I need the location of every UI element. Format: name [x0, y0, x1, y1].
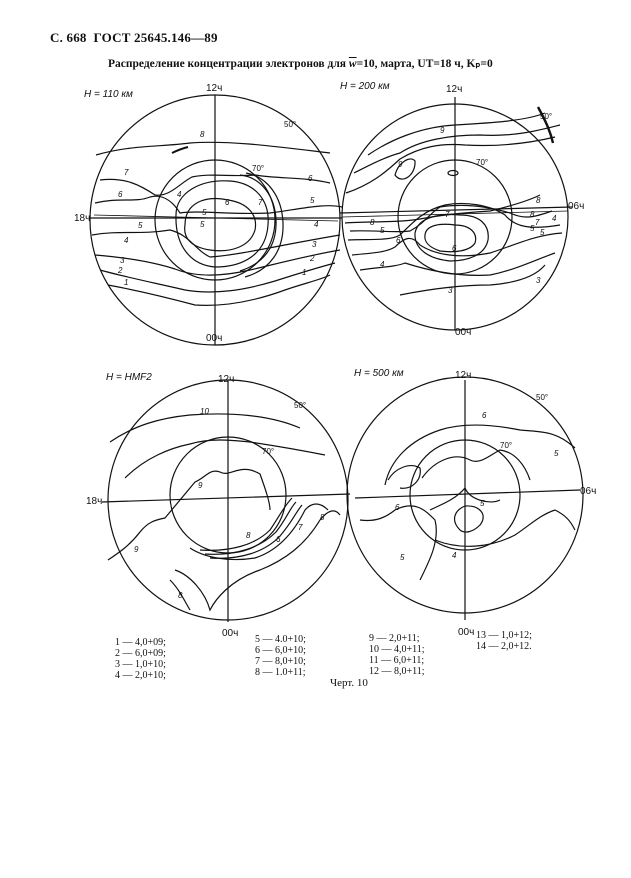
contour-label: 6: [396, 236, 401, 245]
contour-label: 5: [400, 553, 405, 562]
legend-column-2: [255, 634, 306, 678]
legend-item: 12 — 8,0+11;: [369, 666, 425, 677]
contour-label: 8: [370, 218, 375, 227]
contour-label: 9: [134, 545, 139, 554]
contour-label: 5: [200, 220, 205, 229]
contour-label: 5: [138, 221, 143, 230]
contour-label: 7: [535, 218, 540, 227]
latitude-50: 50°: [294, 401, 307, 410]
legend-column-4: [476, 630, 532, 652]
latitude-70: 70°: [500, 441, 513, 450]
contour-label: 3: [120, 256, 125, 265]
legend-item: 4 — 2,0+10;: [115, 670, 166, 681]
legend-item: 10 — 4,0+11;: [369, 644, 425, 655]
latitude-70: 70°: [262, 447, 275, 456]
label-dawn: 06ч: [580, 486, 597, 497]
title-prefix: Распределение концентрации электронов для: [108, 58, 349, 70]
latitude-50: 50°: [540, 112, 553, 121]
legend-column-1: [115, 637, 166, 681]
polar-map-110km: [74, 83, 350, 355]
contour-label: 4: [314, 220, 319, 229]
figure-caption: Черт. 10: [330, 677, 368, 689]
contour-label: 8: [536, 196, 541, 205]
contour-label: 4: [552, 214, 557, 223]
legend-item: 2 — 6,0+09;: [115, 648, 166, 659]
label-midnight: 00ч: [222, 628, 239, 639]
contour-label: 8: [246, 531, 251, 540]
legend-item: 1 — 4,0+09;: [115, 637, 166, 648]
legend-item: 13 — 1,0+12;: [476, 630, 532, 641]
height-label: H = 110 км: [84, 89, 133, 100]
label-dusk: 18ч: [86, 496, 103, 507]
contour-label: 5: [540, 228, 545, 237]
contour-label: 2: [118, 266, 123, 275]
legend-item: 6 — 6,0+10;: [255, 645, 306, 656]
contour-label: 5: [554, 449, 559, 458]
contour-label: 6: [452, 244, 457, 253]
contour-label: 5: [310, 196, 315, 205]
height-label: H = 200 км: [340, 81, 390, 92]
legend-item: 14 — 2,0+12.: [476, 641, 532, 652]
contour-label: 8: [320, 513, 325, 522]
contour-label: 6: [395, 503, 400, 512]
contour-label: 9: [398, 160, 403, 169]
contour-label: 6: [225, 198, 230, 207]
legend-item: 5 — 4.0+10;: [255, 634, 306, 645]
label-noon: 12ч: [218, 374, 235, 385]
polar-map-hmf2: [80, 370, 360, 645]
contour-label: 7: [124, 168, 129, 177]
label-noon: 12ч: [206, 83, 223, 94]
contour-label: 5: [380, 226, 385, 235]
contour-label: 4: [380, 260, 385, 269]
contour-label: 1: [124, 278, 129, 287]
figure-title: [108, 56, 493, 70]
contour-label: 3: [536, 276, 541, 285]
contour-label: 7: [258, 198, 263, 207]
legend-item: 9 — 2,0+11;: [369, 633, 420, 644]
contour-label: 8: [530, 210, 535, 219]
contour-label: 4: [177, 190, 182, 199]
latitude-50: 50°: [284, 120, 297, 129]
contour-label: 9: [198, 481, 203, 490]
title-suffix: =10, марта, UT=18 ч, Kₚ=0: [356, 58, 493, 70]
legend-item: 3 — 1,0+10;: [115, 659, 166, 670]
page-header: [50, 30, 218, 46]
contour-label: 8: [200, 130, 205, 139]
standard-number: ГОСТ 25645.146—89: [93, 30, 218, 45]
polar-map-500km: [340, 370, 600, 645]
contour-label: 6: [118, 190, 123, 199]
page-number: С. 668: [50, 30, 87, 45]
contour-label: 4: [124, 236, 129, 245]
label-midnight: 00ч: [206, 333, 223, 344]
contour-label: 1: [302, 268, 307, 277]
contour-label: 7: [445, 210, 450, 219]
contour-label: 4: [452, 551, 457, 560]
legend-item: 11 — 6,0+11;: [369, 655, 425, 666]
contour-label: 6: [308, 174, 313, 183]
label-noon: 12ч: [455, 370, 472, 381]
contour-label: 9: [440, 126, 445, 135]
contour-label: 5: [202, 208, 207, 217]
label-noon: 12ч: [446, 84, 463, 95]
label-dusk: 18ч: [74, 213, 91, 224]
contour-label: 3: [448, 286, 453, 295]
label-midnight: 00ч: [458, 627, 475, 638]
height-label: H = HMF2: [106, 372, 152, 383]
contour-label: 10: [200, 407, 209, 416]
contour-label: 2: [310, 254, 315, 263]
contour-label: 5: [480, 499, 485, 508]
polar-map-200km: [340, 81, 590, 355]
legend-column-3: [369, 633, 425, 677]
contour-label: 8: [178, 591, 183, 600]
contour-label: 6: [482, 411, 487, 420]
label-dawn: 06ч: [568, 201, 585, 212]
height-label: H = 500 км: [354, 368, 404, 379]
contour-label: 7: [298, 523, 303, 532]
label-midnight: 00ч: [455, 327, 472, 338]
contour-label: 6: [276, 535, 281, 544]
latitude-70: 70°: [252, 164, 265, 173]
legend-item: 8 — 1.0+11;: [255, 667, 306, 678]
latitude-50: 50°: [536, 393, 549, 402]
legend-item: 7 — 8,0+10;: [255, 656, 306, 667]
contour-label: 3: [312, 240, 317, 249]
latitude-70: 70°: [476, 158, 489, 167]
title-w-symbol: $\overline{w}$: [348, 58, 357, 70]
contour-label: 5: [530, 224, 535, 233]
